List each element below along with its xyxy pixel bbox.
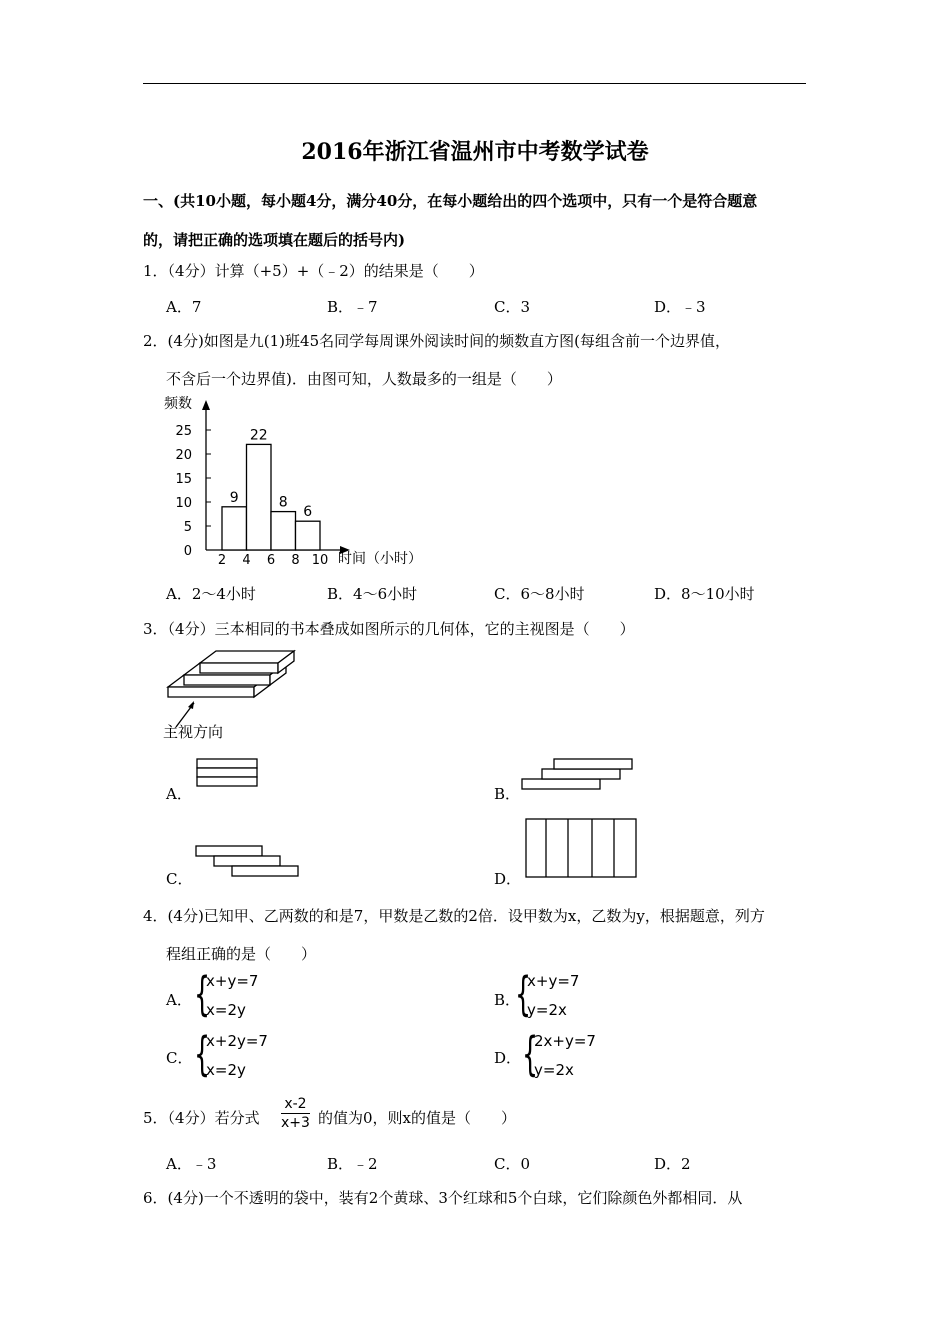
q3-option-b-figure [520, 756, 636, 792]
y-tick-label: 20 [175, 448, 192, 463]
y-tick-label: 10 [175, 496, 192, 511]
page-title: 2016年浙江省温州市中考数学试卷 [301, 139, 649, 165]
header-rule [143, 83, 806, 84]
x-tick-label: 2 [217, 553, 227, 568]
q4-option-a-label: A． [166, 991, 192, 1009]
q1-option-b: B．﹣7 [327, 298, 378, 316]
x-tick-label: 10 [311, 553, 329, 568]
q3-option-d: D． [494, 870, 522, 888]
q4-stem-line2: 程组正确的是（ ） [166, 945, 317, 963]
histogram-bar [271, 512, 296, 550]
q5-fraction [281, 1095, 310, 1132]
y-tick-label: 5 [183, 520, 192, 535]
bar-data-label: 22 [249, 427, 268, 444]
q5-option-a: A．﹣3 [166, 1155, 217, 1173]
bar-data-label: 9 [229, 489, 239, 506]
x-axis-label: 时间（小时） [338, 551, 422, 567]
q3-option-a-figure [196, 757, 260, 791]
q2-option-d: D．8～10小时 [654, 585, 755, 603]
y-tick-label: 15 [175, 472, 192, 487]
q5-numerator: x-2 [281, 1095, 310, 1114]
q2-option-a: A．2～4小时 [166, 585, 256, 603]
y-axis-arrow [202, 400, 210, 410]
x-tick-label: 6 [266, 553, 276, 568]
histogram-bar [247, 444, 272, 550]
q4-option-d-label: D． [494, 1049, 522, 1067]
q3-option-c: C． [166, 870, 193, 888]
q5-option-b: B．﹣2 [327, 1155, 378, 1173]
q4-option-c-brace: { [194, 1027, 211, 1081]
q1-option-d: D．﹣3 [654, 298, 706, 316]
q5-option-d: D．2 [654, 1155, 691, 1173]
q2-stem-line1: 2．(4分)如图是九(1)班45名同学每周课外阅读时间的频数直方图(每组含前一个边界值， [143, 332, 730, 350]
q3-option-c-figure [194, 843, 302, 879]
q4-option-d-eq2: y=2x [534, 1061, 574, 1079]
q1-option-a: A．7 [166, 298, 202, 316]
q2-option-c: C．6～8小时 [494, 585, 585, 603]
q2-option-b: B．4～6小时 [327, 585, 418, 603]
q4-option-a-eq2: x=2y [206, 1001, 246, 1019]
bar-data-label: 8 [278, 494, 288, 511]
section-heading-line1: 一、(共10小题，每小题4分，满分40分，在每小题给出的四个选项中，只有一个是符合题意 [143, 192, 758, 210]
q4-option-c-eq1: x+2y=7 [206, 1032, 268, 1050]
q4-option-b-label: B． [494, 991, 521, 1009]
q3-option-b: B． [494, 785, 521, 803]
q1-option-c: C．3 [494, 298, 531, 316]
q4-option-a-brace: { [194, 967, 211, 1021]
x-tick-label: 8 [291, 553, 300, 568]
histogram-chart [160, 392, 450, 577]
q4-stem-line1: 4．(4分)已知甲、乙两数的和是7，甲数是乙数的2倍．设甲数为x，乙数为y，根据题意，列方 [143, 907, 765, 925]
q4-option-b-brace: { [515, 967, 532, 1021]
q4-option-d-brace: { [522, 1027, 539, 1081]
y-axis-label: 频数 [164, 396, 192, 412]
q4-option-b-eq2: y=2x [527, 1001, 567, 1019]
q2-stem-line2: 不含后一个边界值)．由图可知，人数最多的一组是（ ） [166, 370, 562, 388]
q4-option-c-label: C． [166, 1049, 193, 1067]
y-tick-label: 25 [175, 424, 192, 439]
q4-option-a-eq1: x+y=7 [206, 972, 259, 990]
q1-stem: 1．（4分）计算（+5）+（﹣2）的结果是（ ） [143, 262, 484, 280]
x-tick-label: 4 [242, 553, 251, 568]
q5-stem-before: 5．（4分）若分式 [143, 1109, 260, 1127]
q5-stem-after: 的值为0，则x的值是（ ） [318, 1109, 517, 1127]
q6-stem: 6．(4分)一个不透明的袋中，装有2个黄球、3个红球和5个白球，它们除颜色外都相同．从 [143, 1189, 743, 1207]
bar-data-label: 6 [303, 504, 313, 521]
y-tick-label: 0 [183, 544, 192, 559]
q5-denominator: x+3 [281, 1115, 310, 1131]
histogram-bar [222, 507, 247, 550]
q3-option-d-figure [524, 817, 640, 881]
q4-option-c-eq2: x=2y [206, 1061, 246, 1079]
q3-view-direction-label: 主视方向 [163, 723, 224, 741]
q3-stem: 3．（4分）三本相同的书本叠成如图所示的几何体，它的主视图是（ ） [143, 620, 635, 638]
q4-option-d-eq1: 2x+y=7 [534, 1032, 596, 1050]
q3-option-a: A． [166, 785, 192, 803]
histogram-bar [296, 521, 321, 550]
q4-option-b-eq1: x+y=7 [527, 972, 580, 990]
q5-option-c: C．0 [494, 1155, 531, 1173]
section-heading-line2: 的，请把正确的选项填在题后的括号内) [143, 231, 406, 249]
